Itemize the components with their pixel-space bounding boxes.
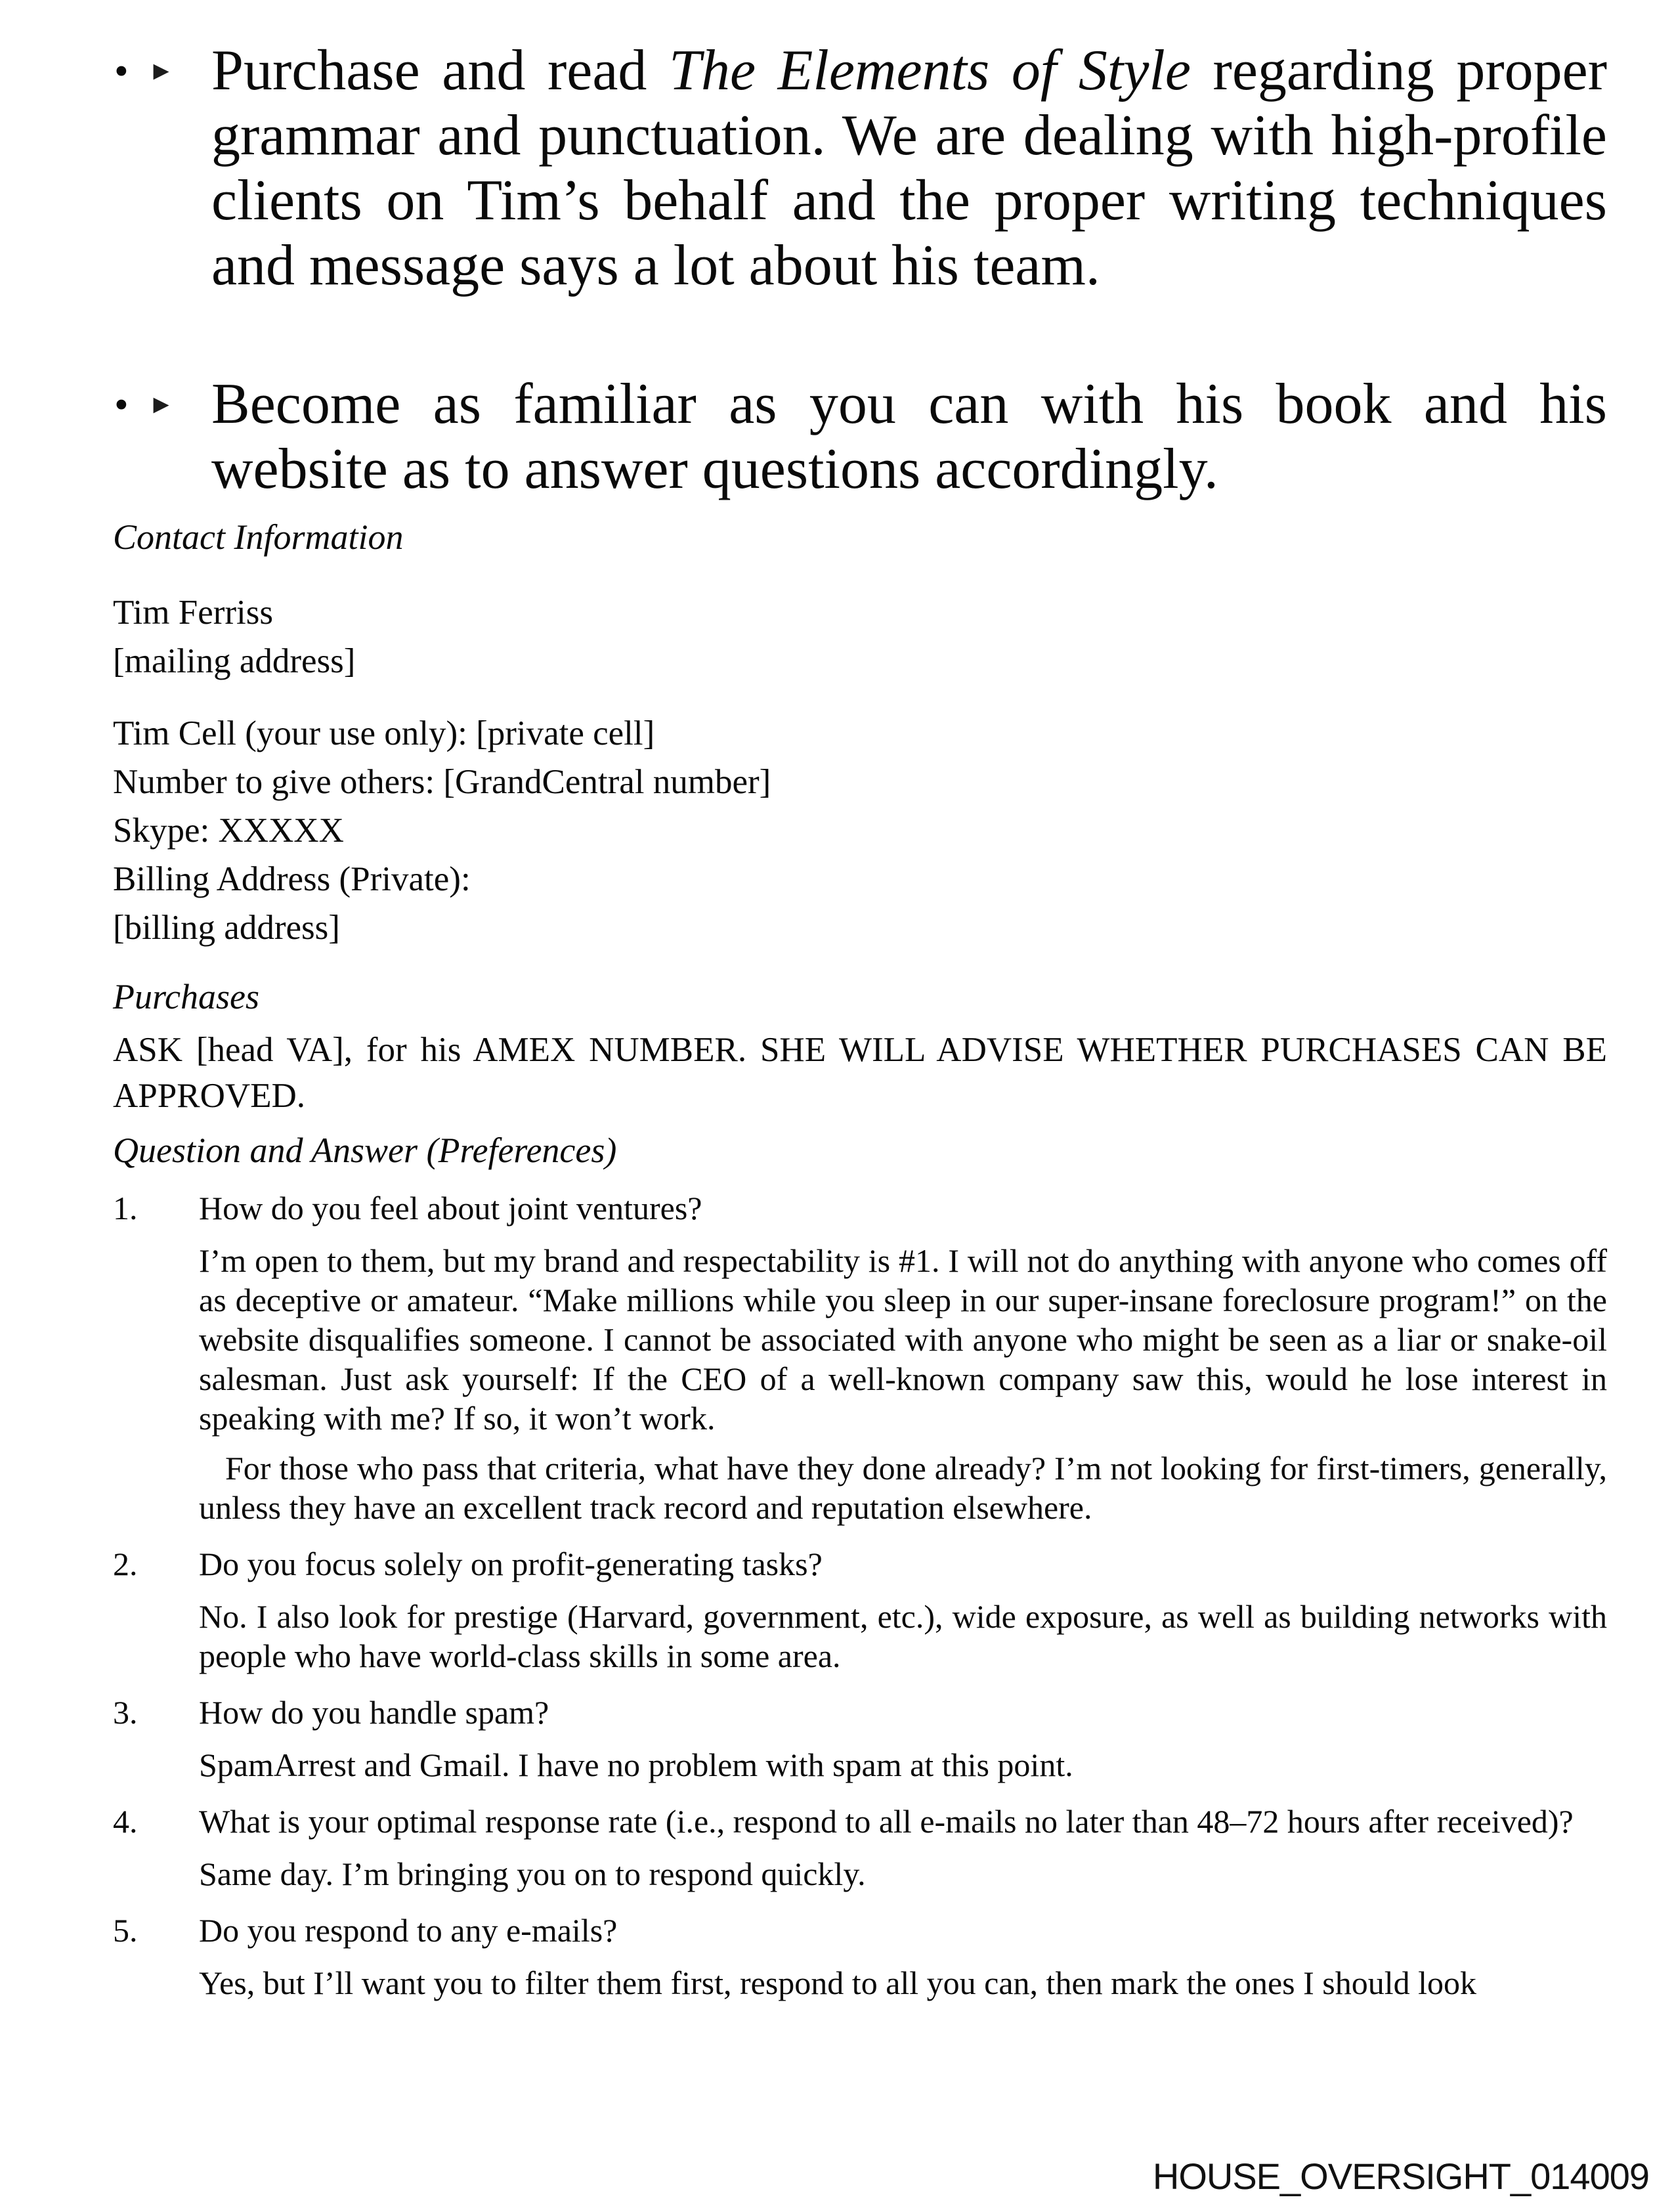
purchases-heading: Purchases — [113, 977, 259, 1016]
qa-item-1 — [113, 1188, 1607, 1527]
contact-details-block — [113, 709, 1607, 952]
question-row — [113, 1911, 1607, 1950]
qa-item-3 — [113, 1693, 1607, 1785]
question-text: Do you focus solely on profit-generating tasks? — [199, 1546, 823, 1582]
bullet-list — [113, 38, 1607, 502]
answer-paragraph: Yes, but I’ll want you to filter them first, respond to all you can, then mark the ones I should look — [199, 1964, 1476, 2001]
question-text: How do you feel about joint ventures? — [199, 1190, 702, 1226]
question-row — [113, 1693, 1607, 1732]
bullet-marker — [114, 38, 174, 104]
purchases-note: ASK [head VA], for his AMEX NUMBER. SHE WILL ADVISE WHETHER PURCHASES CAN BE APPROVED. — [113, 1031, 1607, 1115]
book-title-italic: The Elements of Style — [669, 39, 1191, 102]
answer-paragraph: No. I also look for prestige (Harvard, government, etc.), wide exposure, as well as building networks with people who have world-class skills in some area. — [199, 1598, 1607, 1674]
question-text: What is your optimal response rate (i.e., respond to all e-mails no later than 48–72 hours after received)? — [199, 1803, 1574, 1840]
bullet-text-after: regarding proper grammar and punctuation. We are dealing with high-profile clients on Tim’s behalf and the proper writing techniques and message says a lot about his team. — [211, 39, 1608, 297]
bullet-dot-icon: • — [114, 383, 129, 427]
bullet-arrow-icon: ► — [148, 389, 175, 419]
question-row — [113, 1188, 1607, 1228]
qa-heading: Question and Answer (Preferences) — [113, 1131, 617, 1170]
answer-paragraph: I’m open to them, but my brand and respectability is #1. I will not do anything with anyone who comes off as deceptive or amateur. “Make millions while you sleep in our super-insane foreclosure program!” on the website disqualifies someone. I cannot be associated with anyone who might be seen as a liar or snake-oil salesman. Just ask yourself: If the CEO of a well-known company saw this, would he lose interest in speaking with me? If so, it won’t work. — [199, 1242, 1607, 1437]
qa-list — [113, 1188, 1607, 2003]
bullet-item-familiarize — [113, 372, 1607, 502]
contact-skype-line: Skype: XXXXX — [113, 812, 344, 850]
contact-billing-address: [billing address] — [113, 909, 340, 947]
qa-item-2 — [113, 1544, 1607, 1676]
contact-mailing-address: [mailing address] — [113, 642, 356, 680]
contact-name-block — [113, 588, 1607, 685]
question-number: 1. — [113, 1190, 138, 1226]
bates-number: HOUSE_OVERSIGHT_014009 — [1152, 2156, 1649, 2197]
question-text: Do you respond to any e-mails? — [199, 1912, 618, 1949]
bullet-text: Become as familiar as you can with his book and his website as to answer questions accordingly. — [211, 372, 1607, 501]
answer-paragraph: Same day. I’m bringing you on to respond quickly. — [199, 1855, 866, 1892]
bullet-item-purchase-book — [113, 38, 1607, 298]
question-row — [113, 1544, 1607, 1584]
bullet-marker — [114, 372, 174, 438]
bullet-text-before: Purchase and read — [211, 39, 670, 102]
page-content — [113, 38, 1607, 2003]
qa-item-5 — [113, 1911, 1607, 2003]
question-number: 4. — [113, 1803, 138, 1840]
question-row — [113, 1802, 1607, 1841]
question-number: 5. — [113, 1912, 138, 1949]
bullet-dot-icon: • — [114, 49, 129, 94]
qa-item-4 — [113, 1802, 1607, 1894]
contact-number-line: Number to give others: [GrandCentral number] — [113, 763, 771, 801]
answer-paragraph: For those who pass that criteria, what have they done already? I’m not looking for first-timers, generally, unless they have an excellent track record and reputation elsewhere. — [199, 1450, 1607, 1526]
question-number: 2. — [113, 1546, 138, 1582]
contact-cell-line: Tim Cell (your use only): [private cell] — [113, 714, 655, 752]
contact-name: Tim Ferriss — [113, 594, 273, 632]
contact-information-heading: Contact Information — [113, 517, 404, 557]
bullet-arrow-icon: ► — [148, 56, 175, 85]
question-text: How do you handle spam? — [199, 1694, 549, 1731]
answer-paragraph: SpamArrest and Gmail. I have no problem with spam at this point. — [199, 1746, 1073, 1783]
contact-billing-label: Billing Address (Private): — [113, 860, 471, 898]
question-number: 3. — [113, 1694, 138, 1731]
